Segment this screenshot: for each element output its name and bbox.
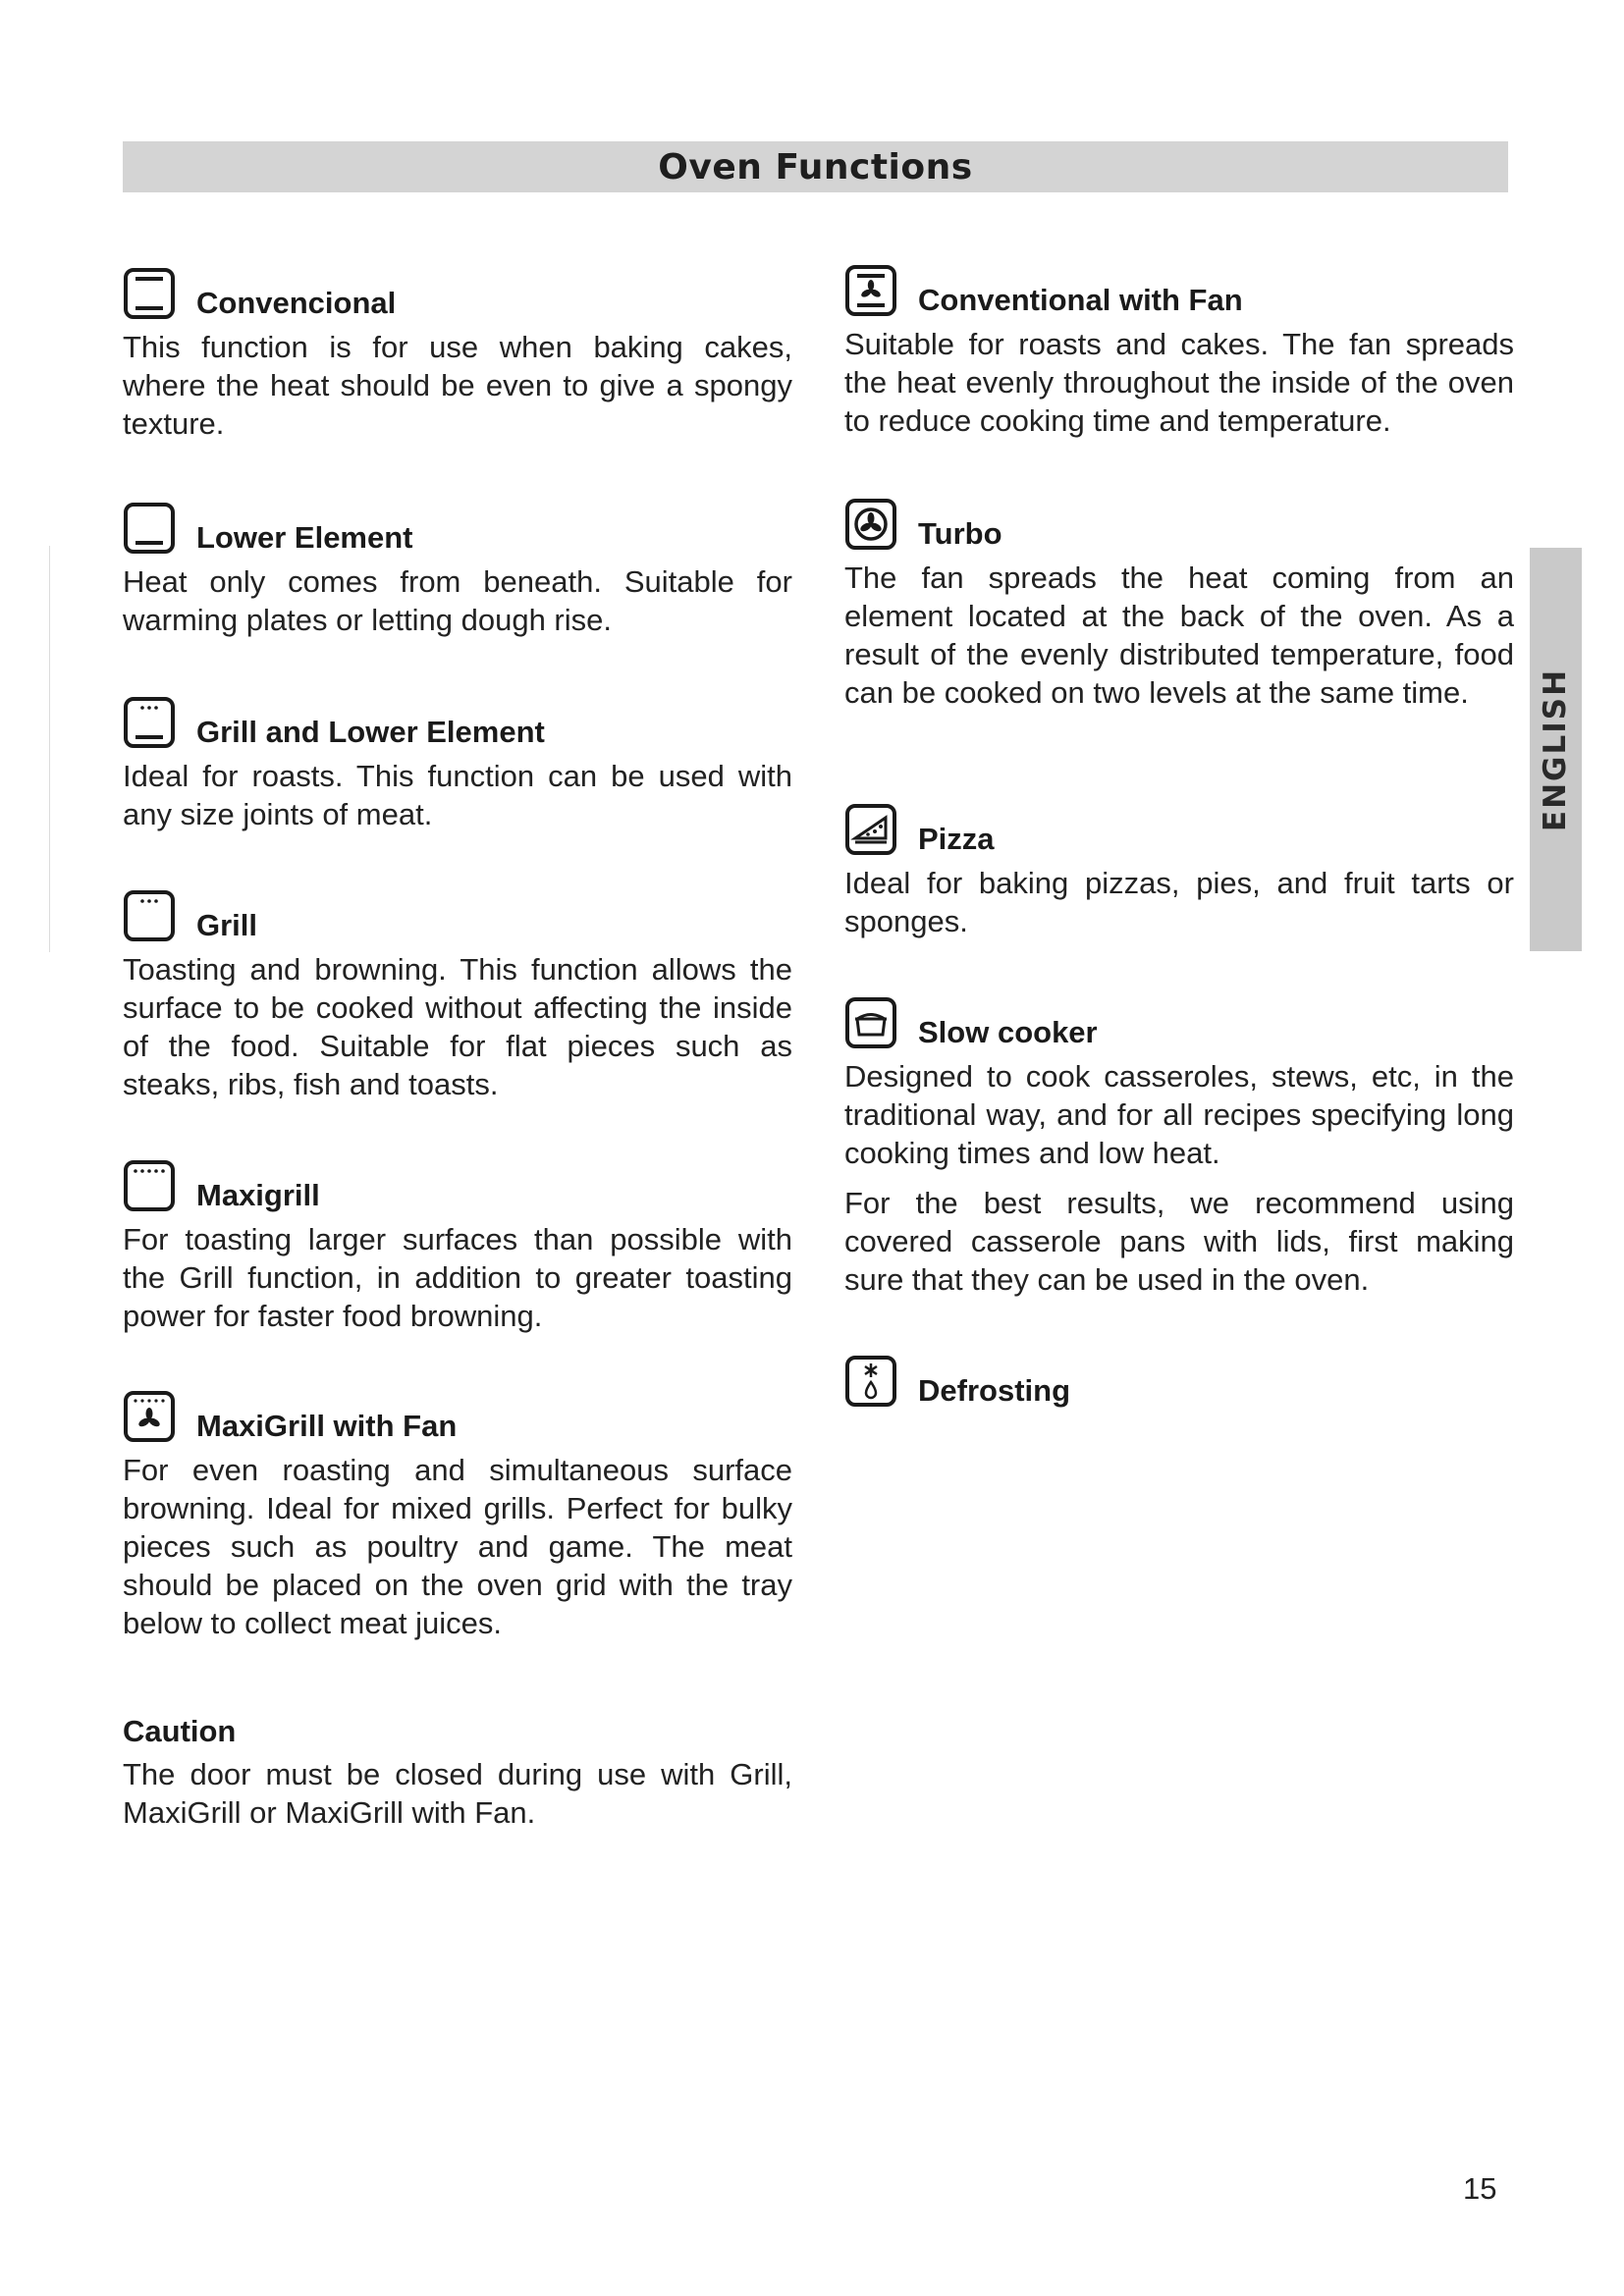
- grill-icon: [123, 889, 176, 942]
- pizza-icon: [844, 803, 897, 856]
- section-title: Lower Element: [196, 520, 413, 555]
- conventional-fan-icon: [844, 264, 897, 317]
- function-conventional-fan: [844, 258, 1514, 440]
- conventional-oven-icon: [123, 267, 176, 320]
- margin-rule: [49, 546, 50, 952]
- section-title: Defrosting: [918, 1373, 1070, 1408]
- page-title: Oven Functions: [658, 146, 973, 187]
- function-maxigrill: [123, 1153, 792, 1335]
- section-title: Slow cooker: [918, 1015, 1098, 1049]
- page-number: 15: [1463, 2171, 1497, 2206]
- section-body: Suitable for roasts and cakes. The fan spreads the heat evenly throughout the inside of the oven to reduce cooking time and temperature.: [844, 327, 1514, 438]
- section-title: Maxigrill: [196, 1178, 320, 1212]
- section-title: Pizza: [918, 822, 995, 856]
- maxigrill-fan-icon: [123, 1390, 176, 1443]
- section-body: Toasting and browning. This function allows the surface to be cooked without affecting the inside of the food. Suitable for flat pieces such as steaks, ribs, fish and toasts.: [123, 952, 792, 1101]
- section-body: For toasting larger surfaces than possible with the Grill function, in addition to greater toasting power for faster food browning.: [123, 1222, 792, 1333]
- section-title: Conventional with Fan: [918, 283, 1243, 317]
- caution-block: [123, 1714, 792, 1832]
- section-title: Turbo: [918, 516, 1002, 551]
- language-label: ENGLISH: [1538, 667, 1574, 831]
- language-side-tab: [1530, 548, 1582, 951]
- function-pizza: [844, 797, 1514, 940]
- defrosting-icon: [844, 1355, 897, 1408]
- function-grill-lower-element: [123, 690, 792, 833]
- function-grill: [123, 883, 792, 1103]
- lower-element-icon: [123, 502, 176, 555]
- section-title: MaxiGrill with Fan: [196, 1409, 458, 1443]
- function-conventional: [123, 261, 792, 443]
- grill-lower-element-icon: [123, 696, 176, 749]
- section-title: Convencional: [196, 286, 397, 320]
- caution-title: Caution: [123, 1714, 237, 1748]
- section-body: Ideal for roasts. This function can be used with any size joints of meat.: [123, 759, 792, 831]
- function-maxigrill-fan: [123, 1384, 792, 1642]
- section-title: Grill and Lower Element: [196, 715, 545, 749]
- function-lower-element: [123, 496, 792, 639]
- section-body: Heat only comes from beneath. Suitable for warming plates or letting dough rise.: [123, 564, 792, 637]
- maxigrill-icon: [123, 1159, 176, 1212]
- function-defrosting: [844, 1349, 1514, 1408]
- title-bar: [123, 141, 1508, 192]
- section-body: Ideal for baking pizzas, pies, and fruit tarts or sponges.: [844, 866, 1514, 938]
- section-title: Grill: [196, 908, 258, 942]
- section-body-extra: For the best results, we recommend using covered casserole pans with lids, first making sure that they can be used in the oven.: [844, 1186, 1514, 1297]
- section-body: For even roasting and simultaneous surface browning. Ideal for mixed grills. Perfect for bulky pieces such as poultry and game. The meat should be placed on the oven grid with the tray below to collect meat juices.: [123, 1453, 792, 1640]
- section-body: This function is for use when baking cakes, where the heat should be even to give a spongy texture.: [123, 330, 792, 441]
- section-body: Designed to cook casseroles, stews, etc, in the traditional way, and for all recipes specifying long cooking times and low heat.: [844, 1059, 1514, 1170]
- function-turbo: [844, 492, 1514, 712]
- section-body: The fan spreads the heat coming from an element located at the back of the oven. As a result of the evenly distributed temperature, food can be cooked on two levels at the same time.: [844, 561, 1514, 710]
- slow-cooker-icon: [844, 996, 897, 1049]
- caution-body: The door must be closed during use with Grill, MaxiGrill or MaxiGrill with Fan.: [123, 1757, 792, 1830]
- function-slow-cooker: [844, 990, 1514, 1299]
- turbo-fan-icon: [844, 498, 897, 551]
